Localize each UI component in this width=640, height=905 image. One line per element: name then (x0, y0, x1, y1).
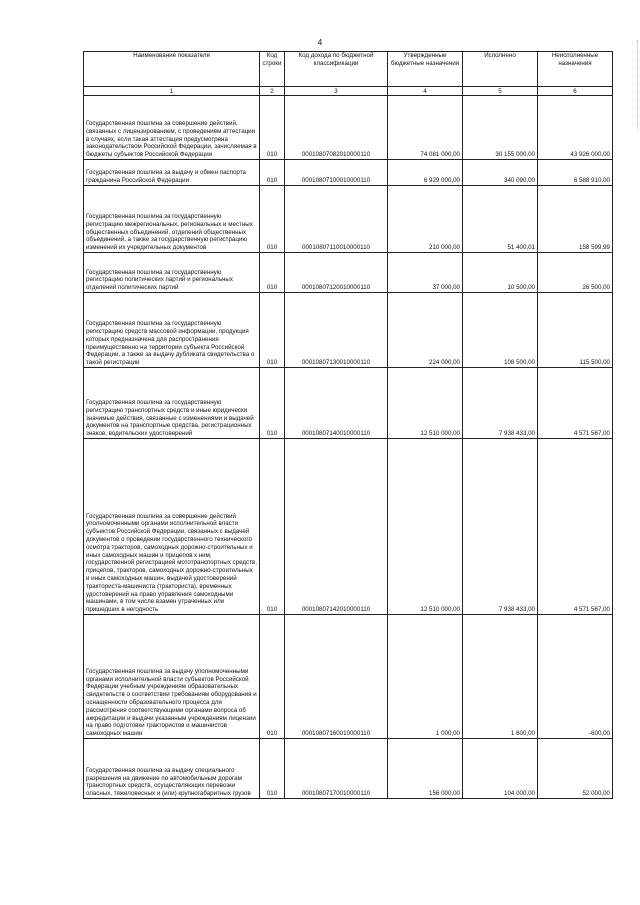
row-name: Государственная пошлина за государственную регистрацию транспортных средств и иные юридически значимые действия, связанные с изменениями и выдачей документов на транспортные средства, регистрационных знаков, водительских удостоверений (84, 368, 260, 439)
row-code: 010 (260, 615, 285, 739)
row-kbk: 00010807110010000110 (285, 186, 388, 253)
row-kbk: 00010807142010000110 (285, 439, 388, 615)
table-row (84, 186, 613, 253)
row-unexecuted: 26 500,00 (538, 253, 613, 293)
row-code: 010 (260, 368, 285, 439)
row-kbk: 00010807082010000110 (285, 96, 388, 160)
column-number-row (84, 87, 613, 96)
table-row (84, 96, 613, 160)
header-row (84, 52, 613, 87)
row-approved: 12 510 000,00 (388, 439, 463, 615)
column-number: 2 (260, 87, 285, 96)
scan-edge-mark (633, 40, 638, 130)
row-executed: 340 090,00 (463, 160, 538, 186)
table-row (84, 368, 613, 439)
row-unexecuted: 4 571 567,00 (538, 368, 613, 439)
header-approved: Утвержденные бюджетные назначения (388, 52, 463, 87)
column-number: 1 (84, 87, 260, 96)
table-row (84, 253, 613, 293)
row-name: Государственная пошлина за совершение действий уполномоченными органами исполнительной власти субъектов Российской Федерации, связанных с выдачей документов о проведении государственного технического осмотра тракторов, самоходных дорожно-строительных и иных самоходных машин и прицепов к ним, государственной регистрацией мототранспортных средств, прицепов, тракторов, самоходных дорожно-строительных и иных самоходных машин, выдачей удостоверений тракториста-машиниста (тракториста), временных удостоверений на право управления самоходными машинами, в том числе взамен утраченных или пришедших в негодность (84, 439, 260, 615)
row-name: Государственная пошлина за государственную регистрацию политических партий и региональных отделений политических партий (84, 253, 260, 293)
row-code: 010 (260, 293, 285, 368)
header-kbk: Код дохода по бюджетной классификации (285, 52, 388, 87)
column-number: 6 (538, 87, 613, 96)
row-unexecuted: 43 926 000,00 (538, 96, 613, 160)
row-name: Государственная пошлина за совершение действий, связанных с лицензированием, с проведением аттестации в случаях, если такая аттестация предусмотрена законодательством Российской Федерации, зачисляемая в бюджеты субъектов Российской Федерации (84, 96, 260, 160)
row-name: Государственная пошлина за государственную регистрацию средств массовой информации, продукция которых предназначена для распространения преимущественно на территории субъекта Российской Федерации, а также за выдачу дубликата свидетельства о такой регистрации (84, 293, 260, 368)
column-number: 5 (463, 87, 538, 96)
row-name: Государственная пошлина за выдачу уполномоченными органами исполнительной власти субъектов Российской Федерации учебным учреждениям образовательных свидетельств о соответствии требованиям оборудования и оснащенности образовательного процесса для рассмотрения соответствующими органами вопроса об аккредитации и выдачи указанным учреждениям лицензии на право подготовки трактористов и машинистов самоходных машин (84, 615, 260, 739)
row-approved: 74 081 000,00 (388, 96, 463, 160)
row-code: 010 (260, 160, 285, 186)
row-executed: 104 000,00 (463, 739, 538, 799)
row-executed: 108 500,00 (463, 293, 538, 368)
row-name: Государственная пошлина за государственную регистрацию межрегиональных, региональных и местных общественных объединений, отделений общественных объединений, а также за государственную регистрацию изменений их учредительных документов (84, 186, 260, 253)
header-executed: Исполнено (463, 52, 538, 87)
row-approved: 156 000,00 (388, 739, 463, 799)
column-number: 3 (285, 87, 388, 96)
row-approved: 12 510 000,00 (388, 368, 463, 439)
row-executed: 30 155 000,00 (463, 96, 538, 160)
row-code: 010 (260, 186, 285, 253)
table-row (84, 160, 613, 186)
page-number: 4 (317, 38, 323, 47)
row-unexecuted: -600,00 (538, 615, 613, 739)
row-unexecuted: 6 588 910,00 (538, 160, 613, 186)
row-executed: 7 938 433,00 (463, 439, 538, 615)
row-kbk: 00010807160010000110 (285, 615, 388, 739)
row-executed: 7 938 433,00 (463, 368, 538, 439)
row-kbk: 00010807140010000110 (285, 368, 388, 439)
row-unexecuted: 4 571 567,00 (538, 439, 613, 615)
row-executed: 51 400,01 (463, 186, 538, 253)
row-kbk: 00010807100010000110 (285, 160, 388, 186)
row-unexecuted: 158 599,99 (538, 186, 613, 253)
table-row (84, 439, 613, 615)
row-executed: 1 600,00 (463, 615, 538, 739)
table-row (84, 739, 613, 799)
row-unexecuted: 52 000,00 (538, 739, 613, 799)
header-name: Наименование показателя (84, 52, 260, 87)
row-code: 010 (260, 96, 285, 160)
row-approved: 1 000,00 (388, 615, 463, 739)
table-row (84, 293, 613, 368)
row-code: 010 (260, 253, 285, 293)
row-approved: 210 000,00 (388, 186, 463, 253)
row-kbk: 00010807130010000110 (285, 293, 388, 368)
column-number: 4 (388, 87, 463, 96)
row-unexecuted: 115 500,00 (538, 293, 613, 368)
row-name: Государственная пошлина за выдачу специального разрешения на движение по автомобильным дорогам транспортных средств, осуществляющих перевозки опасных, тяжеловесных и (или) крупногабаритных грузов (84, 739, 260, 799)
budget-execution-table (83, 51, 613, 799)
row-approved: 37 000,00 (388, 253, 463, 293)
row-kbk: 00010807120010000110 (285, 253, 388, 293)
table-row (84, 615, 613, 739)
row-approved: 224 000,00 (388, 293, 463, 368)
row-code: 010 (260, 439, 285, 615)
row-code: 010 (260, 739, 285, 799)
header-code: Код строки (260, 52, 285, 87)
row-name: Государственная пошлина за выдачу и обмен паспорта гражданина Российской Федерации (84, 160, 260, 186)
row-kbk: 00010807170010000110 (285, 739, 388, 799)
row-executed: 10 500,00 (463, 253, 538, 293)
header-unexecuted: Неисполненные назначения (538, 52, 613, 87)
row-approved: 6 929 000,00 (388, 160, 463, 186)
